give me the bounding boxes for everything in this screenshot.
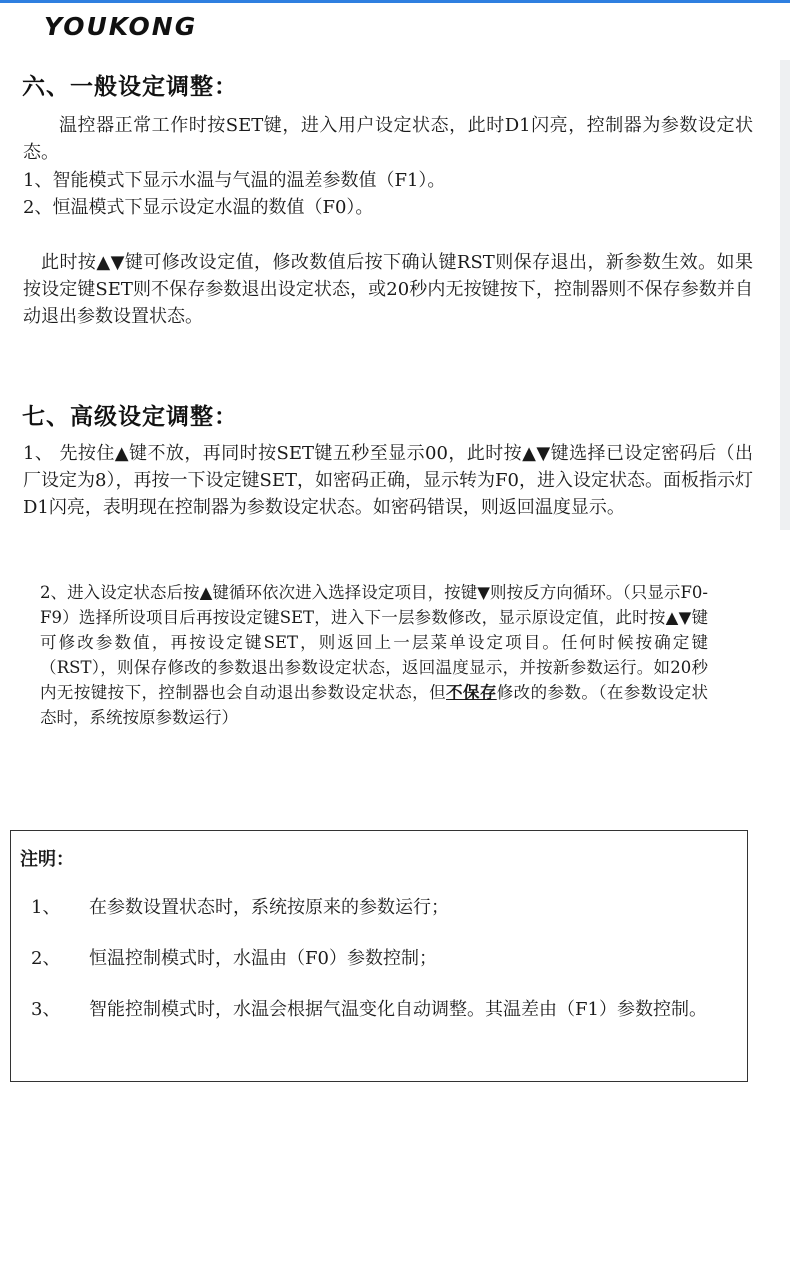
scrollbar-track[interactable] (780, 60, 790, 530)
section-7-item-2 (40, 580, 708, 730)
section-7-item-1: 1、 先按住▲键不放，再同时按SET键五秒至显示00，此时按▲▼键选择已设定密码后（出厂设定为8），再按一下设定键SET，如密码正确，显示转为F0，进入设定状态。面板指示灯D1闪亮，表明现在控制器为参数设定状态。如密码错误，则返回温度显示。 (23, 443, 753, 518)
emphasis-not-saved: 不保存 (446, 683, 497, 702)
section-7-item-2-tail: 修改的参数。（在参数设定状态时，系统按原参数运行） (40, 683, 709, 727)
note-number: 2、 (31, 948, 61, 969)
section-7-item-2-text: 2、进入设定状态后按▲键循环依次进入选择设定项目，按键▼则按反方向循环。（只显示F0-F9）选择所设项目后再按设定键SET，进入下一层参数修改，显示原设定值，此时按▲▼键可修改参数值，再按设定键SET，则返回上一层菜单设定项目。任何时候按确定键（RST），则保存修改的参数退出参数设定状态，返回温度显示，并按新参数运行。如20秒内无按键按下，控制器也会自动退出参数设定状态，但 (40, 583, 708, 702)
section-6-item-2: 2、恒温模式下显示设定水温的数值（F0）。 (23, 197, 374, 218)
section-6-heading: 六、一般设定调整： (22, 73, 238, 100)
notes-box (10, 830, 748, 1082)
note-text: 恒温控制模式时，水温由（F0）参数控制； (89, 948, 437, 969)
top-accent-bar (0, 0, 790, 3)
note-number: 3、 (31, 999, 61, 1020)
section-6-note: 此时按▲▼键可修改设定值，修改数值后按下确认键RST则保存退出，新参数生效。如果按设定键SET则不保存参数退出设定状态，或20秒内无按键按下，控制器则不保存参数并自动退出参数设置状态。 (23, 252, 753, 327)
note-text: 在参数设置状态时，系统按原来的参数运行； (89, 897, 449, 918)
note-number: 1、 (31, 897, 61, 918)
notes-title: 注明： (20, 849, 74, 870)
note-text: 智能控制模式时，水温会根据气温变化自动调整。其温差由（F1）参数控制。 (89, 999, 707, 1020)
brand-logo: YOUKONG (44, 12, 198, 41)
section-6-item-1: 1、智能模式下显示水温与气温的温差参数值（F1）。 (23, 170, 446, 191)
section-6-intro: 温控器正常工作时按SET键，进入用户设定状态，此时D1闪亮，控制器为参数设定状态。 (23, 115, 753, 163)
section-7-heading: 七、高级设定调整： (22, 403, 238, 430)
